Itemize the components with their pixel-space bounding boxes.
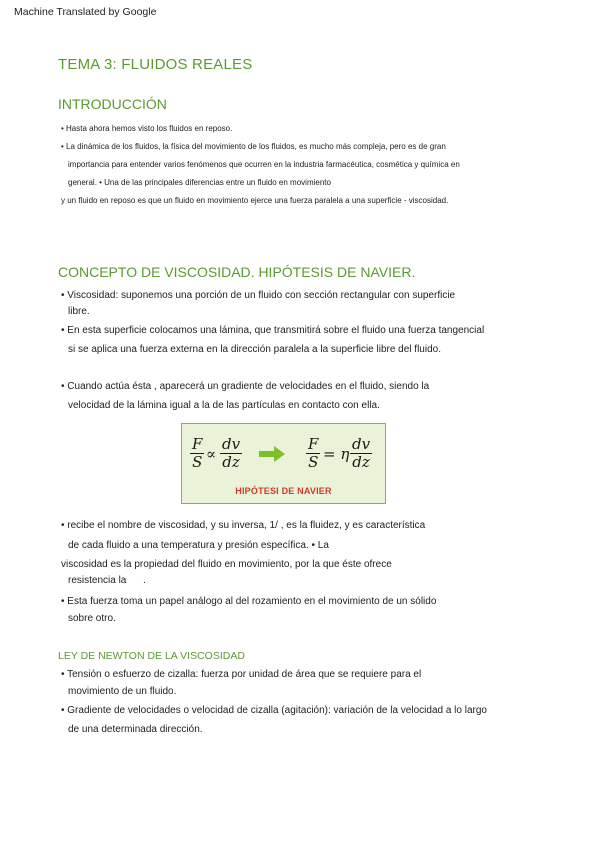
intro-heading: INTRODUCCIÓN — [58, 96, 167, 112]
formula-numerator: dv — [222, 435, 241, 453]
viscosity-line: • recibe el nombre de viscosidad, y su inversa, 1/ , es la fluidez, y es característica — [61, 520, 426, 531]
viscosity-line: de cada fluido a una temperatura y presión específica. • La — [68, 540, 329, 551]
machine-translation-banner: Machine Translated by Google — [14, 6, 157, 18]
formula-denominator: dz — [352, 453, 370, 471]
newton-line: de una determinada dirección. — [68, 724, 203, 735]
viscosity-line: • Viscosidad: suponemos una porción de un fluido con sección rectangular con superficie — [61, 290, 456, 301]
fraction-f-over-s — [306, 436, 320, 471]
formula-denominator: S — [192, 453, 203, 471]
viscosity-line: resistencia la . — [68, 575, 146, 586]
fraction-f-over-s — [190, 436, 204, 471]
intro-line: y un fluido en reposo es que un fluido en movimiento ejerce una fuerza paralela a una superficie - viscosidad. — [61, 196, 449, 205]
formula-numerator: F — [192, 435, 203, 453]
navier-caption: HIPÓTESI DE NAVIER — [235, 486, 332, 496]
viscosity-line: viscosidad es la propiedad del fluido en movimiento, por la que éste ofrece — [61, 559, 392, 570]
fraction-dv-over-dz — [220, 436, 242, 471]
intro-line: • Hasta ahora hemos visto los fluidos en reposo. — [61, 124, 233, 133]
viscosity-heading: CONCEPTO DE VISCOSIDAD. HIPÓTESIS DE NAVIER. — [58, 264, 416, 280]
newton-line: movimiento de un fluido. — [68, 686, 177, 697]
intro-line: importancia para entender varios fenómenos que ocurren en la industria farmacéutica, cosmética y química en — [68, 160, 460, 169]
arrow-right-icon — [259, 446, 285, 462]
navier-formula-box — [181, 423, 386, 504]
viscosity-line: sobre otro. — [68, 613, 116, 624]
formula-numerator: dv — [352, 435, 371, 453]
viscosity-line: • Esta fuerza toma un papel análogo al del rozamiento en el movimiento de un sólido — [61, 596, 437, 607]
viscosity-line: si se aplica una fuerza externa en la dirección paralela a la superficie libre del fluido. — [68, 344, 441, 355]
viscosity-line: velocidad de la lámina igual a la de las partículas en contacto con ella. — [68, 400, 380, 411]
proportional-symbol: ∝ — [206, 445, 217, 463]
viscosity-line: • En esta superficie colocamos una lámina, que transmitirá sobre el fluido una fuerza tangencial — [61, 325, 485, 336]
formula-denominator: dz — [222, 453, 240, 471]
viscosity-line: • Cuando actúa ésta , aparecerá un gradiente de velocidades en el fluido, siendo la — [61, 381, 430, 392]
intro-line: • La dinámica de los fluidos, la física del movimiento de los fluidos, es mucho más compleja, pero es de gran — [61, 142, 446, 151]
equals-eta-symbol: = η — [323, 445, 350, 463]
newton-line: • Tensión o esfuerzo de cizalla: fuerza por unidad de área que se requiere para el — [61, 669, 422, 680]
newton-heading: LEY DE NEWTON DE LA VISCOSIDAD — [58, 650, 245, 662]
page-title: TEMA 3: FLUIDOS REALES — [58, 56, 253, 73]
fraction-dv-over-dz — [350, 436, 372, 471]
viscosity-line: libre. — [68, 306, 90, 317]
intro-line: general. • Una de las principales diferencias entre un fluido en movimiento — [68, 178, 331, 187]
newton-line: • Gradiente de velocidades o velocidad de cizalla (agitación): variación de la velocidad a lo largo — [61, 705, 487, 716]
formula-denominator: S — [308, 453, 319, 471]
formula-numerator: F — [308, 435, 319, 453]
